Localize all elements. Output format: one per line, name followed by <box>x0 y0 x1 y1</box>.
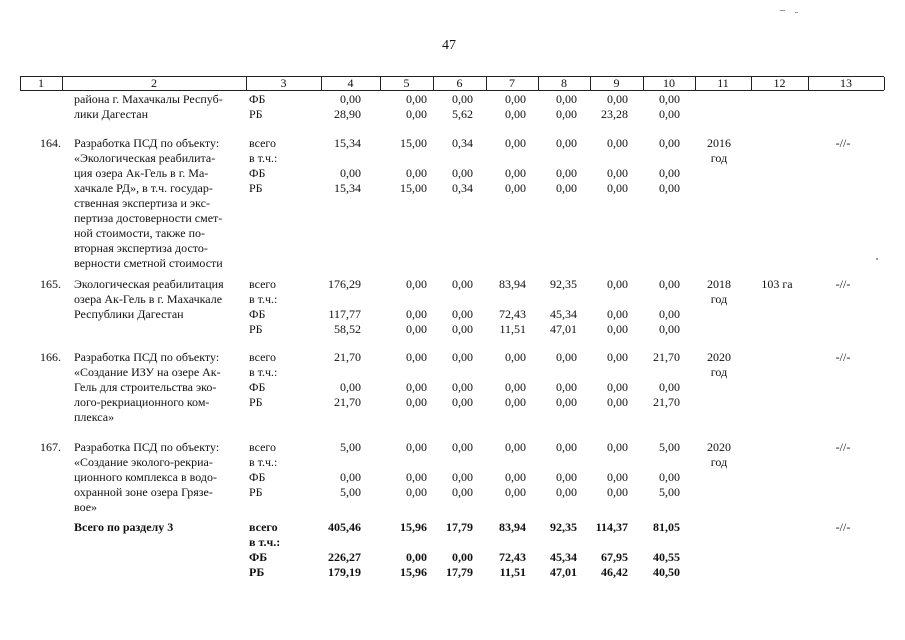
value-cell: 15,96 <box>400 520 427 534</box>
value-cell: 0,00 <box>607 277 628 291</box>
value-cell: 0,00 <box>452 470 473 484</box>
value-cell: 15,00 <box>400 136 427 150</box>
value-cell: 45,34 <box>550 307 577 321</box>
row-description <box>74 440 239 515</box>
value-cell: 0,00 <box>659 166 680 180</box>
unit-label: РБ <box>249 322 263 336</box>
executor-cell: -//- <box>835 277 851 291</box>
value-cell: 0,00 <box>607 395 628 409</box>
unit-label: РБ <box>249 181 263 195</box>
column-divider <box>884 77 885 90</box>
value-cell: 28,90 <box>334 107 361 121</box>
unit-label: ФБ <box>249 166 266 180</box>
value-cell: 0,00 <box>659 380 680 394</box>
value-cell: 17,79 <box>446 565 473 579</box>
unit-label: всего <box>249 520 278 534</box>
description-line: Разработка ПСД по объекту: <box>74 136 220 150</box>
value-cell: 0,00 <box>452 322 473 336</box>
value-cell: 0,00 <box>556 92 577 106</box>
value-cell: 0,00 <box>607 470 628 484</box>
value-cell: 0,00 <box>452 440 473 454</box>
value-cell: 0,00 <box>406 166 427 180</box>
value-cell: 72,43 <box>499 550 526 564</box>
value-cell: 45,34 <box>550 550 577 564</box>
continuation-description <box>74 92 239 122</box>
unit-label: в т.ч.: <box>249 535 281 549</box>
row-number: 167. <box>40 440 61 454</box>
year-line: 2018 <box>707 277 731 291</box>
value-cell: 114,37 <box>595 520 628 534</box>
value-cell: 0,00 <box>607 350 628 364</box>
value-cell: 47,01 <box>550 565 577 579</box>
value-cell: 0,00 <box>406 307 427 321</box>
value-cell: 0,00 <box>406 322 427 336</box>
column-header-4: 4 <box>347 76 354 90</box>
description-line: озера Ак-Гель в г. Махачкале <box>74 292 223 306</box>
value-cell: 23,28 <box>601 107 628 121</box>
row-number: 164. <box>40 136 61 150</box>
value-cell: 0,00 <box>556 350 577 364</box>
description-line: района г. Махачкалы Респуб- <box>74 92 223 106</box>
column-header-13: 13 <box>840 76 852 90</box>
value-cell: 0,00 <box>406 550 427 564</box>
value-cell: 0,00 <box>340 470 361 484</box>
value-cell: 0,00 <box>556 485 577 499</box>
year-line: 2020 <box>707 350 731 364</box>
value-cell: 11,51 <box>499 322 526 336</box>
unit-label: ФБ <box>249 550 268 564</box>
unit-label: всего <box>249 277 277 291</box>
description-line: ция озера Ак-Гель в г. Ма- <box>74 166 209 180</box>
page-number: 47 <box>442 38 456 53</box>
description-line: лого-рекриационного ком- <box>74 395 210 409</box>
value-cell: 0,00 <box>406 277 427 291</box>
value-cell: 0,00 <box>340 92 361 106</box>
value-cell: 0,00 <box>340 380 361 394</box>
value-cell: 0,00 <box>556 181 577 195</box>
value-cell: 176,29 <box>328 277 361 291</box>
unit-column <box>249 277 277 337</box>
year-line: 2020 <box>707 440 731 454</box>
value-cell: 0,00 <box>607 440 628 454</box>
unit-label: в т.ч.: <box>249 365 278 379</box>
value-cell: 83,94 <box>499 277 526 291</box>
year-line: год <box>710 292 728 306</box>
year-cell <box>695 350 743 380</box>
row-description <box>74 136 239 271</box>
value-cell: 117,77 <box>328 307 361 321</box>
value-cell: 81,05 <box>653 520 680 534</box>
row-number: 165. <box>40 277 61 291</box>
value-cell: 0,00 <box>659 277 680 291</box>
year-line: год <box>710 455 728 469</box>
unit-label: в т.ч.: <box>249 151 278 165</box>
column-header-11: 11 <box>717 76 729 90</box>
column-header-9: 9 <box>613 76 620 90</box>
description-line: хачкале РД», в т.ч. государ- <box>74 181 213 195</box>
capacity-cell: 103 га <box>761 277 793 291</box>
description-line: пертиза достоверности смет- <box>74 211 223 225</box>
unit-label: РБ <box>249 107 263 121</box>
total-executor-cell: -//- <box>835 520 851 534</box>
value-cell: 15,96 <box>400 565 427 579</box>
value-cell: 0,00 <box>505 107 526 121</box>
value-cell: 5,62 <box>452 107 473 121</box>
description-line: ционного комплекса в водо- <box>74 470 217 484</box>
column-header-6: 6 <box>456 76 463 90</box>
unit-column <box>249 520 280 580</box>
unit-column <box>249 92 265 122</box>
column-header-5: 5 <box>403 76 410 90</box>
value-cell: 0,00 <box>505 485 526 499</box>
value-cell: 0,00 <box>556 470 577 484</box>
unit-label: РБ <box>249 395 263 409</box>
description-line: ственная экспертиза и экс- <box>74 196 210 210</box>
year-cell <box>695 277 743 307</box>
value-cell: 0,00 <box>659 136 680 150</box>
value-cell: 0,00 <box>607 322 628 336</box>
year-line: год <box>710 151 728 165</box>
unit-label: в т.ч.: <box>249 292 278 306</box>
value-cell: 21,70 <box>334 350 361 364</box>
value-cell: 72,43 <box>499 307 526 321</box>
unit-label: ФБ <box>249 470 266 484</box>
row-description <box>74 277 239 322</box>
value-cell: 0,00 <box>607 181 628 195</box>
unit-label: всего <box>249 136 277 150</box>
value-cell: 0,00 <box>659 322 680 336</box>
value-cell: 5,00 <box>659 440 680 454</box>
value-cell: 0,00 <box>505 380 526 394</box>
description-line: Гель для строительства эко- <box>74 380 217 394</box>
value-cell: 0,00 <box>406 92 427 106</box>
value-cell: 21,70 <box>653 350 680 364</box>
value-cell: 21,70 <box>334 395 361 409</box>
year-line: 2016 <box>707 136 731 150</box>
value-cell: 0,00 <box>505 136 526 150</box>
description-line: ной стоимости, также по- <box>74 226 205 240</box>
value-cell: 15,34 <box>334 181 361 195</box>
description-line: «Экологическая реабилита- <box>74 151 216 165</box>
value-cell: 0,00 <box>406 485 427 499</box>
scan-speck <box>795 12 798 13</box>
column-header-3: 3 <box>280 76 287 90</box>
value-cell: 0,00 <box>556 136 577 150</box>
column-header-8: 8 <box>561 76 567 90</box>
value-cell: 15,34 <box>334 136 361 150</box>
year-line: год <box>710 365 728 379</box>
column-header-10: 10 <box>663 76 675 90</box>
value-cell: 0,00 <box>607 92 628 106</box>
value-cell: 0,00 <box>406 380 427 394</box>
value-cell: 0,00 <box>452 485 473 499</box>
description-line: вое» <box>74 500 98 514</box>
executor-cell: -//- <box>835 136 851 150</box>
executor-cell: -//- <box>835 440 851 454</box>
unit-column <box>249 136 277 196</box>
total-label: Всего по разделу 3 <box>74 520 174 534</box>
value-cell: 0,00 <box>505 350 526 364</box>
value-cell: 0,00 <box>406 470 427 484</box>
row-number: 166. <box>40 350 61 364</box>
column-header-7: 7 <box>509 76 515 90</box>
value-cell: 0,00 <box>505 166 526 180</box>
unit-column <box>249 350 277 410</box>
value-cell: 0,00 <box>406 440 427 454</box>
value-cell: 46,42 <box>601 565 628 579</box>
value-cell: 0,00 <box>556 440 577 454</box>
description-line: «Создание эколого-рекриа- <box>74 455 213 469</box>
value-cell: 67,95 <box>601 550 628 564</box>
value-cell: 0,00 <box>556 380 577 394</box>
value-cell: 0,00 <box>452 307 473 321</box>
value-cell: 226,27 <box>328 550 361 564</box>
value-cell: 0,00 <box>659 92 680 106</box>
value-cell: 83,94 <box>499 520 526 534</box>
description-line: лики Дагестан <box>74 107 149 121</box>
value-cell: 0,00 <box>607 136 628 150</box>
unit-label: всего <box>249 440 277 454</box>
column-header-12: 12 <box>773 76 786 90</box>
value-cell: 0,00 <box>659 307 680 321</box>
year-cell <box>695 136 743 166</box>
value-cell: 0,00 <box>659 470 680 484</box>
value-cell: 15,00 <box>400 181 427 195</box>
value-cell: 0,00 <box>659 107 680 121</box>
value-cell: 0,00 <box>556 395 577 409</box>
value-cell: 0,00 <box>406 107 427 121</box>
row-description <box>74 350 239 425</box>
value-cell: 0,00 <box>505 395 526 409</box>
value-cell: 92,35 <box>550 520 577 534</box>
scan-speck <box>780 10 785 11</box>
value-cell: 0,00 <box>505 440 526 454</box>
year-cell <box>695 440 743 470</box>
value-cell: 0,00 <box>556 166 577 180</box>
unit-label: ФБ <box>249 380 266 394</box>
value-cell: 0,00 <box>452 380 473 394</box>
description-line: Экологическая реабилитация <box>74 277 224 291</box>
value-cell: 58,52 <box>334 322 361 336</box>
value-cell: 40,55 <box>653 550 680 564</box>
value-cell: 0,00 <box>452 550 473 564</box>
value-cell: 0,00 <box>607 380 628 394</box>
value-cell: 21,70 <box>653 395 680 409</box>
value-cell: 5,00 <box>659 485 680 499</box>
scan-speck <box>876 258 878 260</box>
description-line: охранной зоне озера Грязе- <box>74 485 213 499</box>
description-line: плекса» <box>74 410 115 424</box>
value-cell: 17,79 <box>446 520 473 534</box>
unit-label: всего <box>249 350 277 364</box>
value-cell: 40,50 <box>653 565 680 579</box>
column-header-1: 1 <box>38 76 44 90</box>
value-cell: 0,00 <box>659 181 680 195</box>
unit-label: ФБ <box>249 92 266 106</box>
value-cell: 0,34 <box>452 181 473 195</box>
description-line: вторная экспертиза досто- <box>74 241 208 255</box>
value-cell: 0,00 <box>406 395 427 409</box>
value-cell: 0,00 <box>406 350 427 364</box>
value-cell: 0,00 <box>607 307 628 321</box>
value-cell: 0,00 <box>607 166 628 180</box>
unit-label: РБ <box>249 565 265 579</box>
value-cell: 0,00 <box>505 470 526 484</box>
value-cell: 0,00 <box>452 395 473 409</box>
unit-label: ФБ <box>249 307 266 321</box>
value-cell: 0,00 <box>452 350 473 364</box>
executor-cell: -//- <box>835 350 851 364</box>
description-line: Разработка ПСД по объекту: <box>74 440 220 454</box>
value-cell: 0,34 <box>452 136 473 150</box>
value-cell: 47,01 <box>550 322 577 336</box>
value-cell: 0,00 <box>340 166 361 180</box>
value-cell: 0,00 <box>607 485 628 499</box>
column-header-2: 2 <box>151 76 157 90</box>
value-cell: 11,51 <box>499 565 526 579</box>
description-line: «Создание ИЗУ на озере Ак- <box>74 365 221 379</box>
unit-label: в т.ч.: <box>249 455 278 469</box>
header-bottom-rule <box>20 90 884 91</box>
value-cell: 405,46 <box>328 520 361 534</box>
description-line: Разработка ПСД по объекту: <box>74 350 220 364</box>
value-cell: 5,00 <box>340 440 361 454</box>
value-cell: 5,00 <box>340 485 361 499</box>
description-line: Республики Дагестан <box>74 307 184 321</box>
value-cell: 0,00 <box>505 92 526 106</box>
unit-label: РБ <box>249 485 263 499</box>
value-cell: 0,00 <box>452 92 473 106</box>
unit-column <box>249 440 277 500</box>
value-cell: 0,00 <box>452 166 473 180</box>
value-cell: 0,00 <box>505 181 526 195</box>
value-cell: 0,00 <box>452 277 473 291</box>
value-cell: 92,35 <box>550 277 577 291</box>
value-cell: 0,00 <box>556 107 577 121</box>
description-line: верности сметной стоимости <box>74 256 223 270</box>
value-cell: 179,19 <box>328 565 361 579</box>
